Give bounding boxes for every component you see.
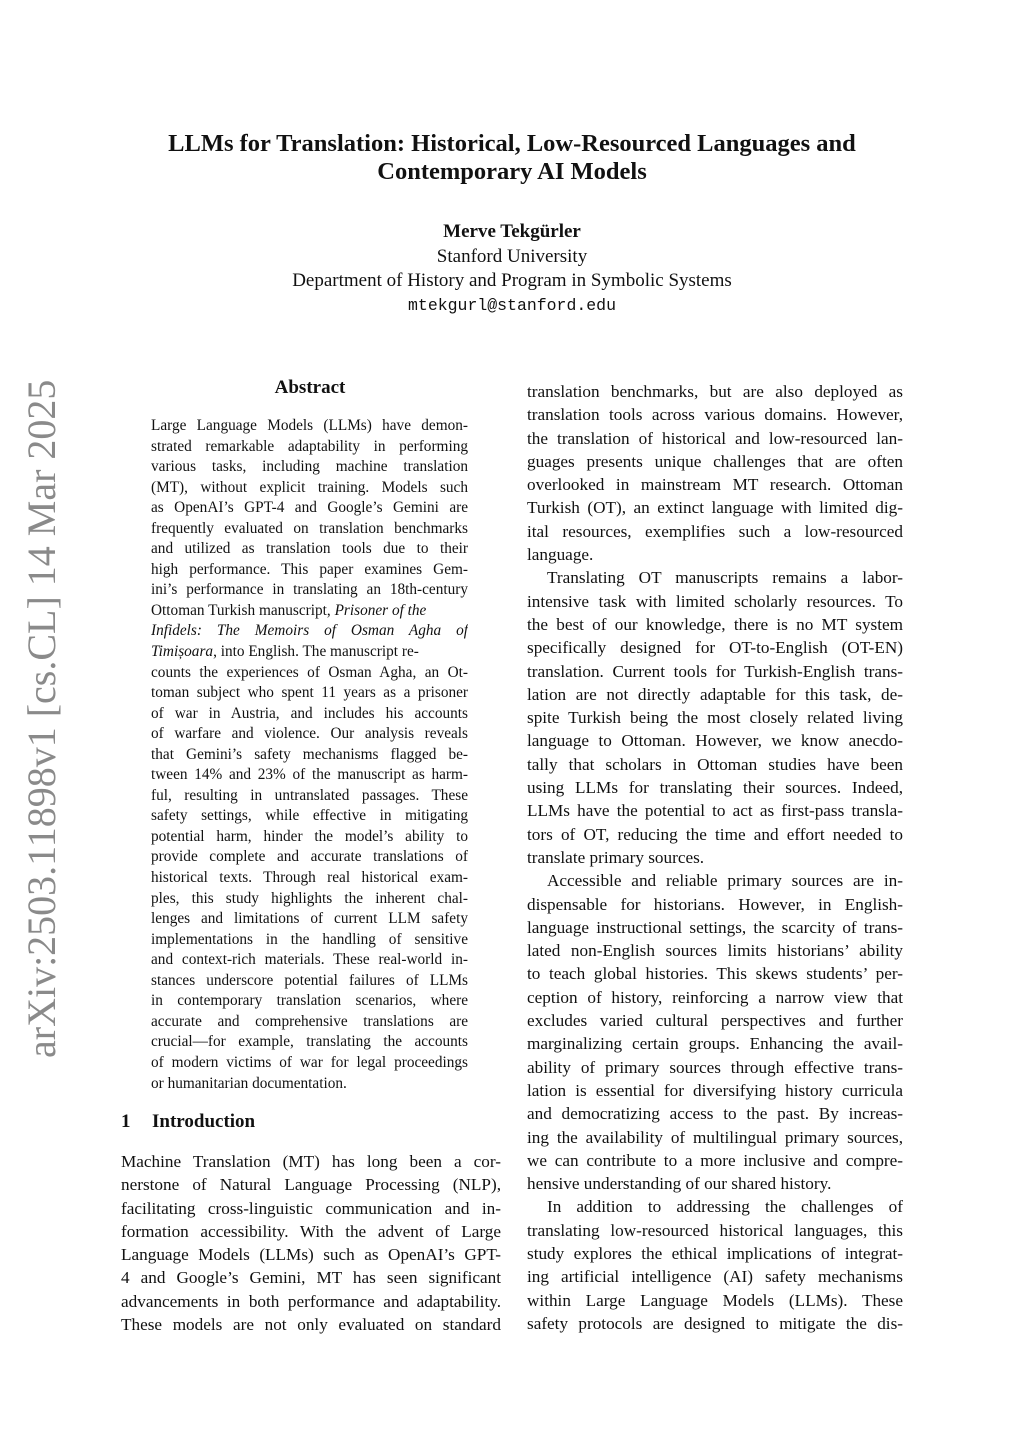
body-line: guages presents unique challenges that are often: [527, 451, 903, 471]
abstract-line: frequently evaluated on translation benchmarks: [151, 519, 468, 537]
body-line: lated non-English sources limits historians’ ability: [527, 941, 903, 961]
body-line: 4 and Google’s Gemini, MT has seen significant: [121, 1268, 501, 1288]
author-name: Merve Tekgürler: [443, 221, 581, 242]
body-line: Language Models (LLMs) such as OpenAI’s GPT-: [121, 1245, 501, 1265]
author-block: [120, 220, 904, 318]
body-line: specifically designed for OT-to-English (OT-EN): [527, 638, 903, 658]
intro-paragraph: [121, 1150, 501, 1336]
abstract-line: lenges and limitations of current LLM safety: [151, 910, 468, 928]
abstract-line: as OpenAI’s GPT-4 and Google’s Gemini are: [151, 499, 468, 517]
body-line: Translating OT manuscripts remains a labor-: [547, 568, 903, 588]
body-line: ception of history, reinforcing a narrow view that: [527, 987, 903, 1007]
section-title: Introduction: [152, 1111, 256, 1132]
body-line: ing the availability of multilingual primary sources,: [527, 1127, 903, 1147]
body-line: safety protocols are designed to mitigate the dis-: [527, 1313, 903, 1333]
abstract-line: implementations in the handling of sensitive: [151, 930, 468, 948]
body-line: intensive task with limited scholarly resources. To: [527, 591, 903, 611]
body-line: within Large Language Models (LLMs). These: [527, 1290, 903, 1310]
abstract-line: accurate and comprehensive translations are: [151, 1012, 468, 1030]
manuscript-title: Infidels: The Memoirs of Osman Agha of: [151, 622, 468, 640]
body-line: ing artificial intelligence (AI) safety mechanisms: [527, 1267, 903, 1287]
abstract-line: of modern victims of war for legal proceedings: [151, 1053, 468, 1071]
body-line: advancements in both performance and adaptability.: [121, 1291, 501, 1311]
body-line: to teach global histories. This skews students’ per-: [527, 964, 903, 984]
body-line: dispensable for historians. However, in English-: [527, 894, 903, 914]
body-line: ital resources, exemplifies such a low-resourced: [527, 521, 903, 541]
body-line: LLMs have the potential to act as first-pass transla-: [527, 801, 903, 821]
body-line: we can contribute to a more inclusive and compre-: [527, 1150, 903, 1170]
abstract-line: of warfare and violence. Our analysis reveals: [151, 725, 468, 743]
body-line: ability of primary sources through effective trans-: [527, 1057, 903, 1077]
body-line: In addition to addressing the challenges of: [547, 1197, 903, 1217]
abstract-text: Ottoman Turkish manuscript,: [151, 601, 331, 619]
abstract-line: [151, 621, 468, 642]
body-line: facilitating cross-linguistic communication and in-: [121, 1198, 501, 1218]
title-line-1: LLMs for Translation: Historical, Low-Resourced Languages and: [168, 130, 856, 157]
body-line: translate primary sources.: [527, 847, 705, 867]
paragraph: [527, 1195, 903, 1335]
abstract-line: stances underscore potential failures of LLMs: [151, 971, 468, 989]
abstract-line: ples, this study highlights the inherent chal-: [151, 889, 468, 907]
body-line: lation are not directly adaptable for this task, de-: [527, 684, 903, 704]
body-line: the translation of historical and low-resourced lan-: [527, 428, 903, 448]
abstract-line: safety settings, while effective in mitigating: [151, 807, 468, 825]
body-line: translation. Current tools for Turkish-English trans-: [527, 661, 903, 681]
abstract-line: high performance. This paper examines Gem-: [151, 560, 468, 578]
abstract-line: potential harm, hinder the model’s ability to: [151, 827, 468, 845]
abstract-line: ful, resulting in untranslated passages. These: [151, 786, 468, 804]
body-line: nerstone of Natural Language Processing (NLP),: [121, 1175, 501, 1195]
abstract-line: ini’s performance in translating an 18th-century: [151, 581, 468, 599]
manuscript-title: Timișoara: [151, 643, 214, 661]
abstract-line: Large Language Models (LLMs) have demon-: [151, 417, 468, 434]
abstract-body: [151, 416, 468, 1094]
abstract-line: crucial—for example, translating the accounts: [151, 1033, 468, 1051]
section-heading: [121, 1111, 501, 1133]
body-line: tors of OT, reducing the time and effort needed to: [527, 824, 903, 844]
body-line: lation is essential for diversifying history curricula: [527, 1080, 903, 1100]
paragraph: [527, 566, 903, 869]
body-line: and democratizing access to the past. By increas-: [527, 1104, 903, 1124]
body-line: language instructional settings, the scarcity of trans-: [527, 917, 903, 937]
body-line: These models are not only evaluated on standard: [121, 1315, 501, 1335]
abstract-line: and context-rich materials. These real-world in-: [151, 951, 468, 969]
title-line-2: Contemporary AI Models: [377, 158, 647, 185]
abstract-line: in contemporary translation scenarios, where: [151, 992, 468, 1010]
abstract-line: tween 14% and 23% of the manuscript as harm-: [151, 766, 468, 784]
body-line: using LLMs for translating their sources. Indeed,: [527, 778, 903, 798]
body-line: spite Turkish being the most closely related living: [527, 708, 903, 728]
arxiv-identifier: arXiv:2503.11898v1 [cs.CL] 14 Mar 2025: [19, 379, 64, 1058]
section-number: 1: [121, 1111, 131, 1132]
body-line: hensive understanding of our shared history.: [527, 1174, 832, 1194]
abstract-line: that Gemini’s safety mechanisms flagged be-: [151, 745, 468, 763]
abstract-heading: Abstract: [274, 377, 346, 398]
abstract-line: counts the experiences of Osman Agha, an Ot-: [151, 663, 468, 681]
body-line: study explores the ethical implications of integrat-: [527, 1243, 903, 1263]
abstract-line: and utilized as translation tools due to their: [151, 540, 468, 558]
abstract-line: of war in Austria, and includes his accounts: [151, 704, 468, 722]
abstract-line: [151, 642, 468, 663]
paper-title: [120, 130, 904, 186]
body-line: translating low-resourced historical languages, this: [527, 1220, 903, 1240]
body-line: overlooked in mainstream MT research. Ottoman: [527, 475, 903, 495]
abstract-text: , into English. The manuscript re-: [213, 643, 419, 661]
right-column: [527, 380, 903, 1335]
abstract-line: [151, 601, 468, 622]
abstract-line: (MT), without explicit training. Models such: [151, 478, 468, 496]
body-line: Turkish (OT), an extinct language with limited dig-: [527, 498, 903, 518]
abstract-line: or humanitarian documentation.: [151, 1074, 347, 1092]
manuscript-title: Prisoner of the: [334, 601, 427, 619]
body-line: language to Ottoman. However, we know anecdo-: [527, 731, 903, 751]
body-line: Accessible and reliable primary sources are in-: [547, 871, 903, 891]
body-line: translation tools across various domains. However,: [527, 405, 903, 425]
abstract-line: provide complete and accurate translations of: [151, 848, 468, 866]
body-line: the best of our knowledge, there is no MT system: [527, 614, 903, 634]
body-line: formation accessibility. With the advent of Large: [121, 1221, 501, 1241]
body-line: excludes varied cultural perspectives and further: [527, 1011, 903, 1031]
body-line: translation benchmarks, but are also deployed as: [527, 382, 903, 401]
body-line: marginalizing certain groups. Enhancing the avail-: [527, 1034, 903, 1054]
abstract-line: strated remarkable adaptability in performing: [151, 437, 468, 455]
abstract-line: toman subject who spent 11 years as a prisoner: [151, 684, 468, 702]
body-line: tally that scholars in Ottoman studies have been: [527, 754, 903, 774]
body-line: language.: [527, 545, 594, 565]
author-affiliation: Stanford University: [436, 245, 588, 267]
paragraph: [527, 380, 903, 566]
author-email[interactable]: mtekgurl@stanford.edu: [408, 295, 616, 315]
body-line: Machine Translation (MT) has long been a cor-: [121, 1152, 501, 1171]
paragraph: [527, 869, 903, 1195]
abstract-line: various tasks, including machine translation: [151, 458, 468, 476]
abstract-line: historical texts. Through real historical exam-: [151, 869, 468, 887]
author-department: Department of History and Program in Symbolic Systems: [292, 270, 732, 291]
